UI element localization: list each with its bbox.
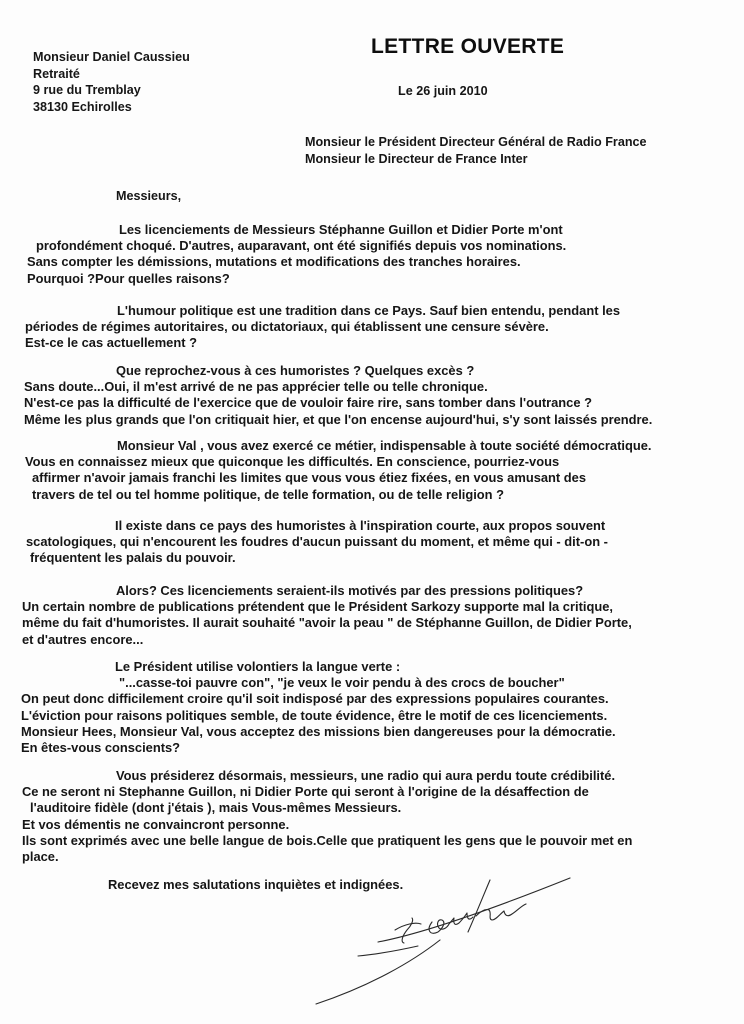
recipient-line: Monsieur le Directeur de France Inter [305,151,528,166]
recipient-block [305,134,647,167]
paragraph-line: En êtes-vous conscients? [21,740,181,756]
paragraph-line: travers de tel ou tel homme politique, de telle formation, ou de telle religion ? [32,486,505,502]
paragraph [24,363,652,428]
paragraph-line: Que reprochez-vous à ces humoristes ? Quelques excès ? [116,363,475,378]
paragraph [25,303,620,352]
paragraph-line: Pourquoi ?Pour quelles raisons? [27,270,230,286]
paragraph-line: L'humour politique est une tradition dans ce Pays. Sauf bien entendu, pendant les [117,303,620,318]
paragraph-line: Monsieur Hees, Monsieur Val, vous acceptez des missions bien dangereuses pour la démocratie. [21,723,616,739]
paragraph-line: Il existe dans ce pays des humoristes à l'inspiration courte, aux propos souvent [115,518,606,533]
paragraph-line: place. [22,849,59,865]
paragraph-line: "...casse-toi pauvre con", "je veux le voir pendu à des crocs de boucher" [119,675,565,691]
paragraph-line: scatologiques, qui n'encourent les foudres d'aucun puissant du moment, et même qui - dit-on - [26,534,608,550]
paragraph-line: L'éviction pour raisons politiques semble, de toute évidence, être le motif de ces licenciements. [21,707,608,723]
paragraph [22,768,632,865]
sender-name: Monsieur Daniel Caussieu [33,50,190,64]
paragraph-line: affirmer n'avoir jamais franchi les limites que vous vous étiez fixées, en vous amusant des [32,470,586,486]
salutation: Messieurs, [116,189,182,203]
paragraph [27,222,566,287]
paragraph-line: N'est-ce pas la difficulté de l'exercice que de vouloir faire rire, sans tomber dans l'outrance ? [24,395,592,411]
paragraph-line: Ils sont exprimés avec une belle langue de bois.Celle que pratiquent les gens que le pouvoir met en [22,832,633,848]
paragraph [26,518,608,567]
paragraph-line: Et vos démentis ne convaincront personne. [22,816,290,832]
sender-status: Retraité [33,66,80,81]
paragraph [25,438,651,503]
paragraph [21,659,616,756]
paragraph-line: Vous présiderez désormais, messieurs, une radio qui aura perdu toute crédibilité. [116,768,616,783]
recipient-line: Monsieur le Président Directeur Général de Radio France [305,135,647,149]
sender-block [33,49,190,115]
letter-title: LETTRE OUVERTE [371,35,565,58]
paragraph-line: l'auditoire fidèle (dont j'étais ), mais Vous-mêmes Messieurs. [30,800,402,816]
paragraph-line: Monsieur Val , vous avez exercé ce métier, indispensable à toute société démocratique. [117,438,652,453]
letter-date: Le 26 juin 2010 [398,84,488,98]
sender-street: 9 rue du Tremblay [33,83,141,97]
paragraph-line: Est-ce le cas actuellement ? [25,335,197,351]
paragraph-line: Sans compter les démissions, mutations et modifications des tranches horaires. [27,254,521,270]
paragraph-line: Sans doute...Oui, il m'est arrivé de ne pas apprécier telle ou telle chronique. [24,379,488,395]
paragraph-line: Vous en connaissez mieux que quiconque les difficultés. En conscience, pourriez-vous [25,454,560,470]
paragraph-line: Ce ne seront ni Stephanne Guillon, ni Didier Porte qui seront à l'origine de la désaffection de [22,784,589,800]
paragraph-line: profondément choqué. D'autres, auparavant, ont été signifiés depuis vos nominations. [36,238,567,254]
paragraph-line: périodes de régimes autoritaires, ou dictatoriaux, qui établissent une censure sévère. [25,319,549,335]
paragraph-line: Même les plus grands que l'on critiquait hier, et que l'on encense aujourd'hui, s'y sont laissés prendre. [24,411,653,427]
handwritten-signature [300,870,590,1010]
paragraph [22,583,632,648]
sender-city: 38130 Echirolles [33,99,132,114]
paragraph-line: fréquentent les palais du pouvoir. [30,550,236,566]
paragraph-line: même du fait d'humoristes. Il aurait souhaité "avoir la peau " de Stéphanne Guillon, de Didier Porte, [22,615,632,631]
paragraph-line: et d'autres encore... [22,631,144,647]
paragraph-line: Un certain nombre de publications prétendent que le Président Sarkozy supporte mal la critique, [22,599,613,615]
paragraph-line: On peut donc difficilement croire qu'il soit indisposé par des expressions populaires courantes. [21,691,609,707]
paragraph-line: Alors? Ces licenciements seraient-ils motivés par des pressions politiques? [116,583,584,598]
closing: Recevez mes salutations inquiètes et indignées. [108,877,404,892]
paragraph-line: Le Président utilise volontiers la langue verte : [115,659,401,674]
paragraph-line: Les licenciements de Messieurs Stéphanne Guillon et Didier Porte m'ont [119,222,563,237]
